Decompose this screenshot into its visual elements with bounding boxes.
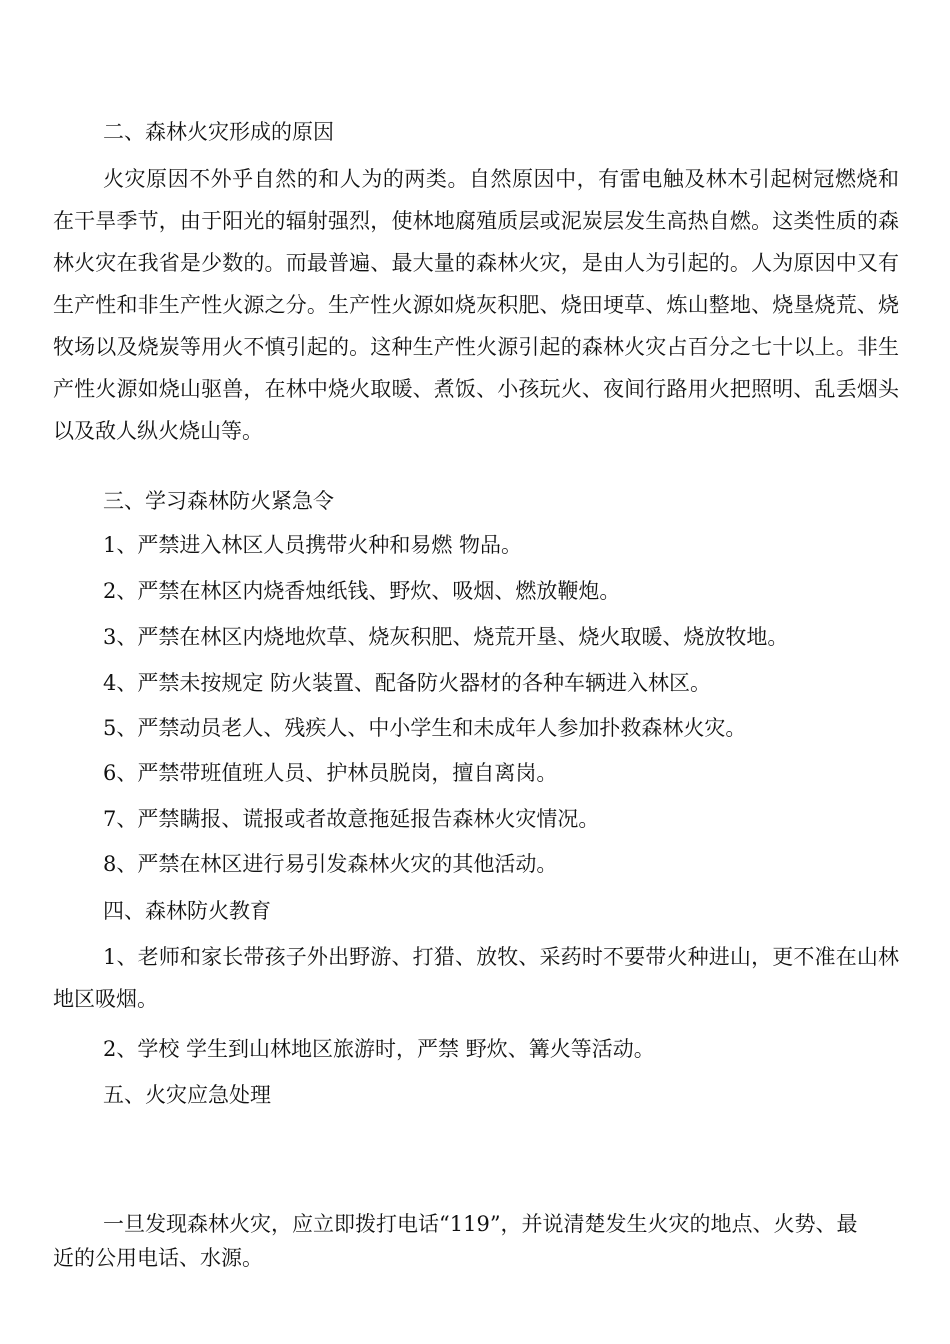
section-2-body: 火灾原因不外乎自然的和人为的两类。自然原因中，有雷电触及林木引起树冠燃烧和在干旱季节，由于阳光的辐射强烈，使林地腐殖质层或泥炭层发生高热自燃。这类性质的森林火灾在我省是少数的。而最普遍、最大量的森林火灾，是由人为引起的。人为原因中又有生产性和非生产性火源之分。生产性火源如烧灰积肥、烧田埂草、炼山整地、烧垦烧荒、烧牧场以及烧炭等用火不慎引起的。这种生产性火源引起的森林火灾占百分之七十以上。非生产性火源如烧山驱兽，在林中烧火取暖、煮饭、小孩玩火、夜间行路用火把照明、乱丢烟头以及敌人纵火烧山等。	[53, 167, 899, 443]
fire-ban-item-5: 5、严禁动员老人、残疾人、中小学生和未成年人参加扑救森林火灾。	[103, 716, 747, 740]
section-2-heading: 二、森林火灾形成的原因	[103, 120, 334, 144]
section-5-body: 一旦发现森林火灾，应立即拨打电话“119”，并说清楚发生火灾的地点、火势、最近的公用电话、水源。	[53, 1212, 858, 1270]
fire-ban-item-8: 8、严禁在林区进行易引发森林火灾的其他活动。	[103, 852, 558, 876]
education-item-2: 2、学校 学生到山林地区旅游时，严禁 野炊、篝火等活动。	[103, 1037, 655, 1061]
fire-ban-item-6: 6、严禁带班值班人员、护林员脱岗，擅自离岗。	[103, 761, 558, 785]
education-item-1: 1、老师和家长带孩子外出野游、打猎、放牧、采药时不要带火种进山，更不准在山林地区吸烟。	[53, 945, 899, 1011]
fire-ban-item-3: 3、严禁在林区内烧地炊草、烧灰积肥、烧荒开垦、烧火取暖、烧放牧地。	[103, 625, 789, 649]
fire-ban-item-2: 2、严禁在林区内烧香烛纸钱、野炊、吸烟、燃放鞭炮。	[103, 579, 621, 603]
section-4-heading: 四、森林防火教育	[103, 899, 271, 923]
fire-ban-item-1: 1、严禁进入林区人员携带火种和易燃 物品。	[103, 533, 523, 557]
fire-ban-item-7: 7、严禁瞒报、谎报或者故意拖延报告森林火灾情况。	[103, 807, 600, 831]
fire-ban-item-4: 4、严禁未按规定 防火装置、配备防火器材的各种车辆进入林区。	[103, 671, 712, 695]
section-3-heading: 三、学习森林防火紧急令	[103, 489, 334, 513]
section-5-heading: 五、火灾应急处理	[103, 1083, 271, 1107]
